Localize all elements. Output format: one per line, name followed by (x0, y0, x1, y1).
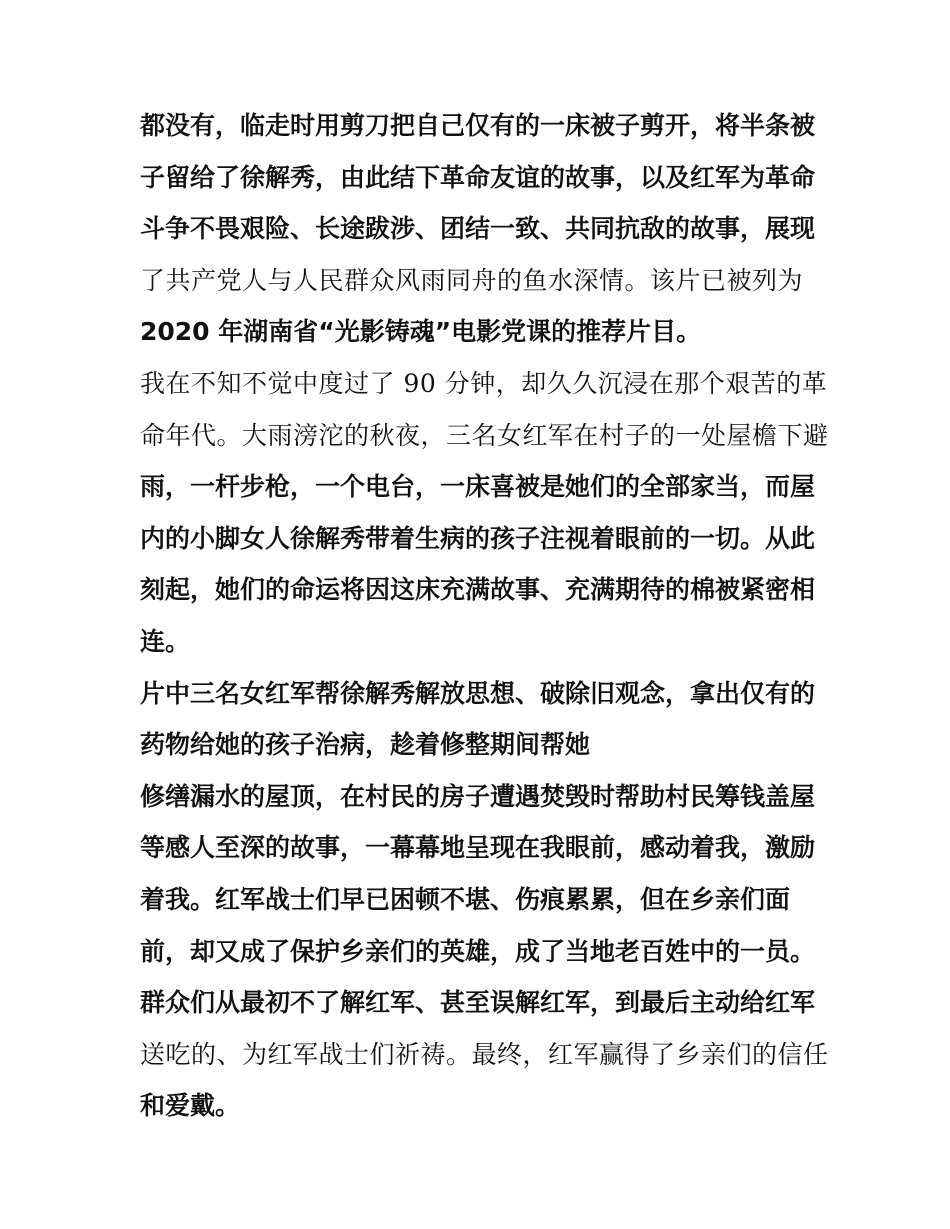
text-line: 子留给了徐解秀，由此结下革命友谊的故事，以及红军为革命 (140, 162, 816, 192)
text-line: 斗争不畏艰险、长途跋涉、团结一致、共同抗敌的故事，展现 (140, 214, 816, 244)
text-line: 雨，一杆步枪，一个电台，一床喜被是她们的全部家当，而屋 (140, 472, 816, 502)
text-line: 连。 (140, 626, 191, 656)
text-line: 命年代。大雨滂沱的秋夜，三名女红军在村子的一处屋檐下避 (140, 420, 829, 450)
text-line: 和爱戴。 (140, 1091, 241, 1121)
body-text (140, 100, 829, 1132)
text-line: 修缮漏水的屋顶，在村民的房子遭遇焚毁时帮助村民筹钱盖屋 (140, 781, 816, 811)
text-line: 内的小脚女人徐解秀带着生病的孩子注视着眼前的一切。从此 (140, 523, 816, 553)
text-line: 2020 年湖南省“光影铸魂”电影党课的推荐片目。 (140, 317, 702, 347)
text-line: 我在不知不觉中度过了 90 分钟，却久久沉浸在那个艰苦的革 (140, 368, 828, 398)
text-line: 等感人至深的故事，一幕幕地呈现在我眼前，感动着我，激励 (140, 833, 816, 863)
text-line: 送吃的、为红军战士们祈祷。最终，红军赢得了乡亲们的信任 (140, 1039, 829, 1069)
text-line: 前，却又成了保护乡亲们的英雄，成了当地老百姓中的一员。 (140, 936, 816, 966)
text-line: 药物给她的孩子治病，趁着修整期间帮她 (140, 730, 591, 760)
text-line: 片中三名女红军帮徐解秀解放思想、破除旧观念，拿出仅有的 (140, 678, 816, 708)
text-line: 都没有，临走时用剪刀把自己仅有的一床被子剪开，将半条被 (140, 111, 816, 140)
text-line: 群众们从最初不了解红军、甚至误解红军，到最后主动给红军 (140, 988, 816, 1018)
text-line: 着我。红军战士们早已困顿不堪、伤痕累累，但在乡亲们面 (140, 884, 791, 914)
text-line: 刻起，她们的命运将因这床充满故事、充满期待的棉被紧密相 (140, 575, 816, 605)
text-line: 了共产党人与人民群众风雨同舟的鱼水深情。该片已被列为 (140, 265, 804, 295)
